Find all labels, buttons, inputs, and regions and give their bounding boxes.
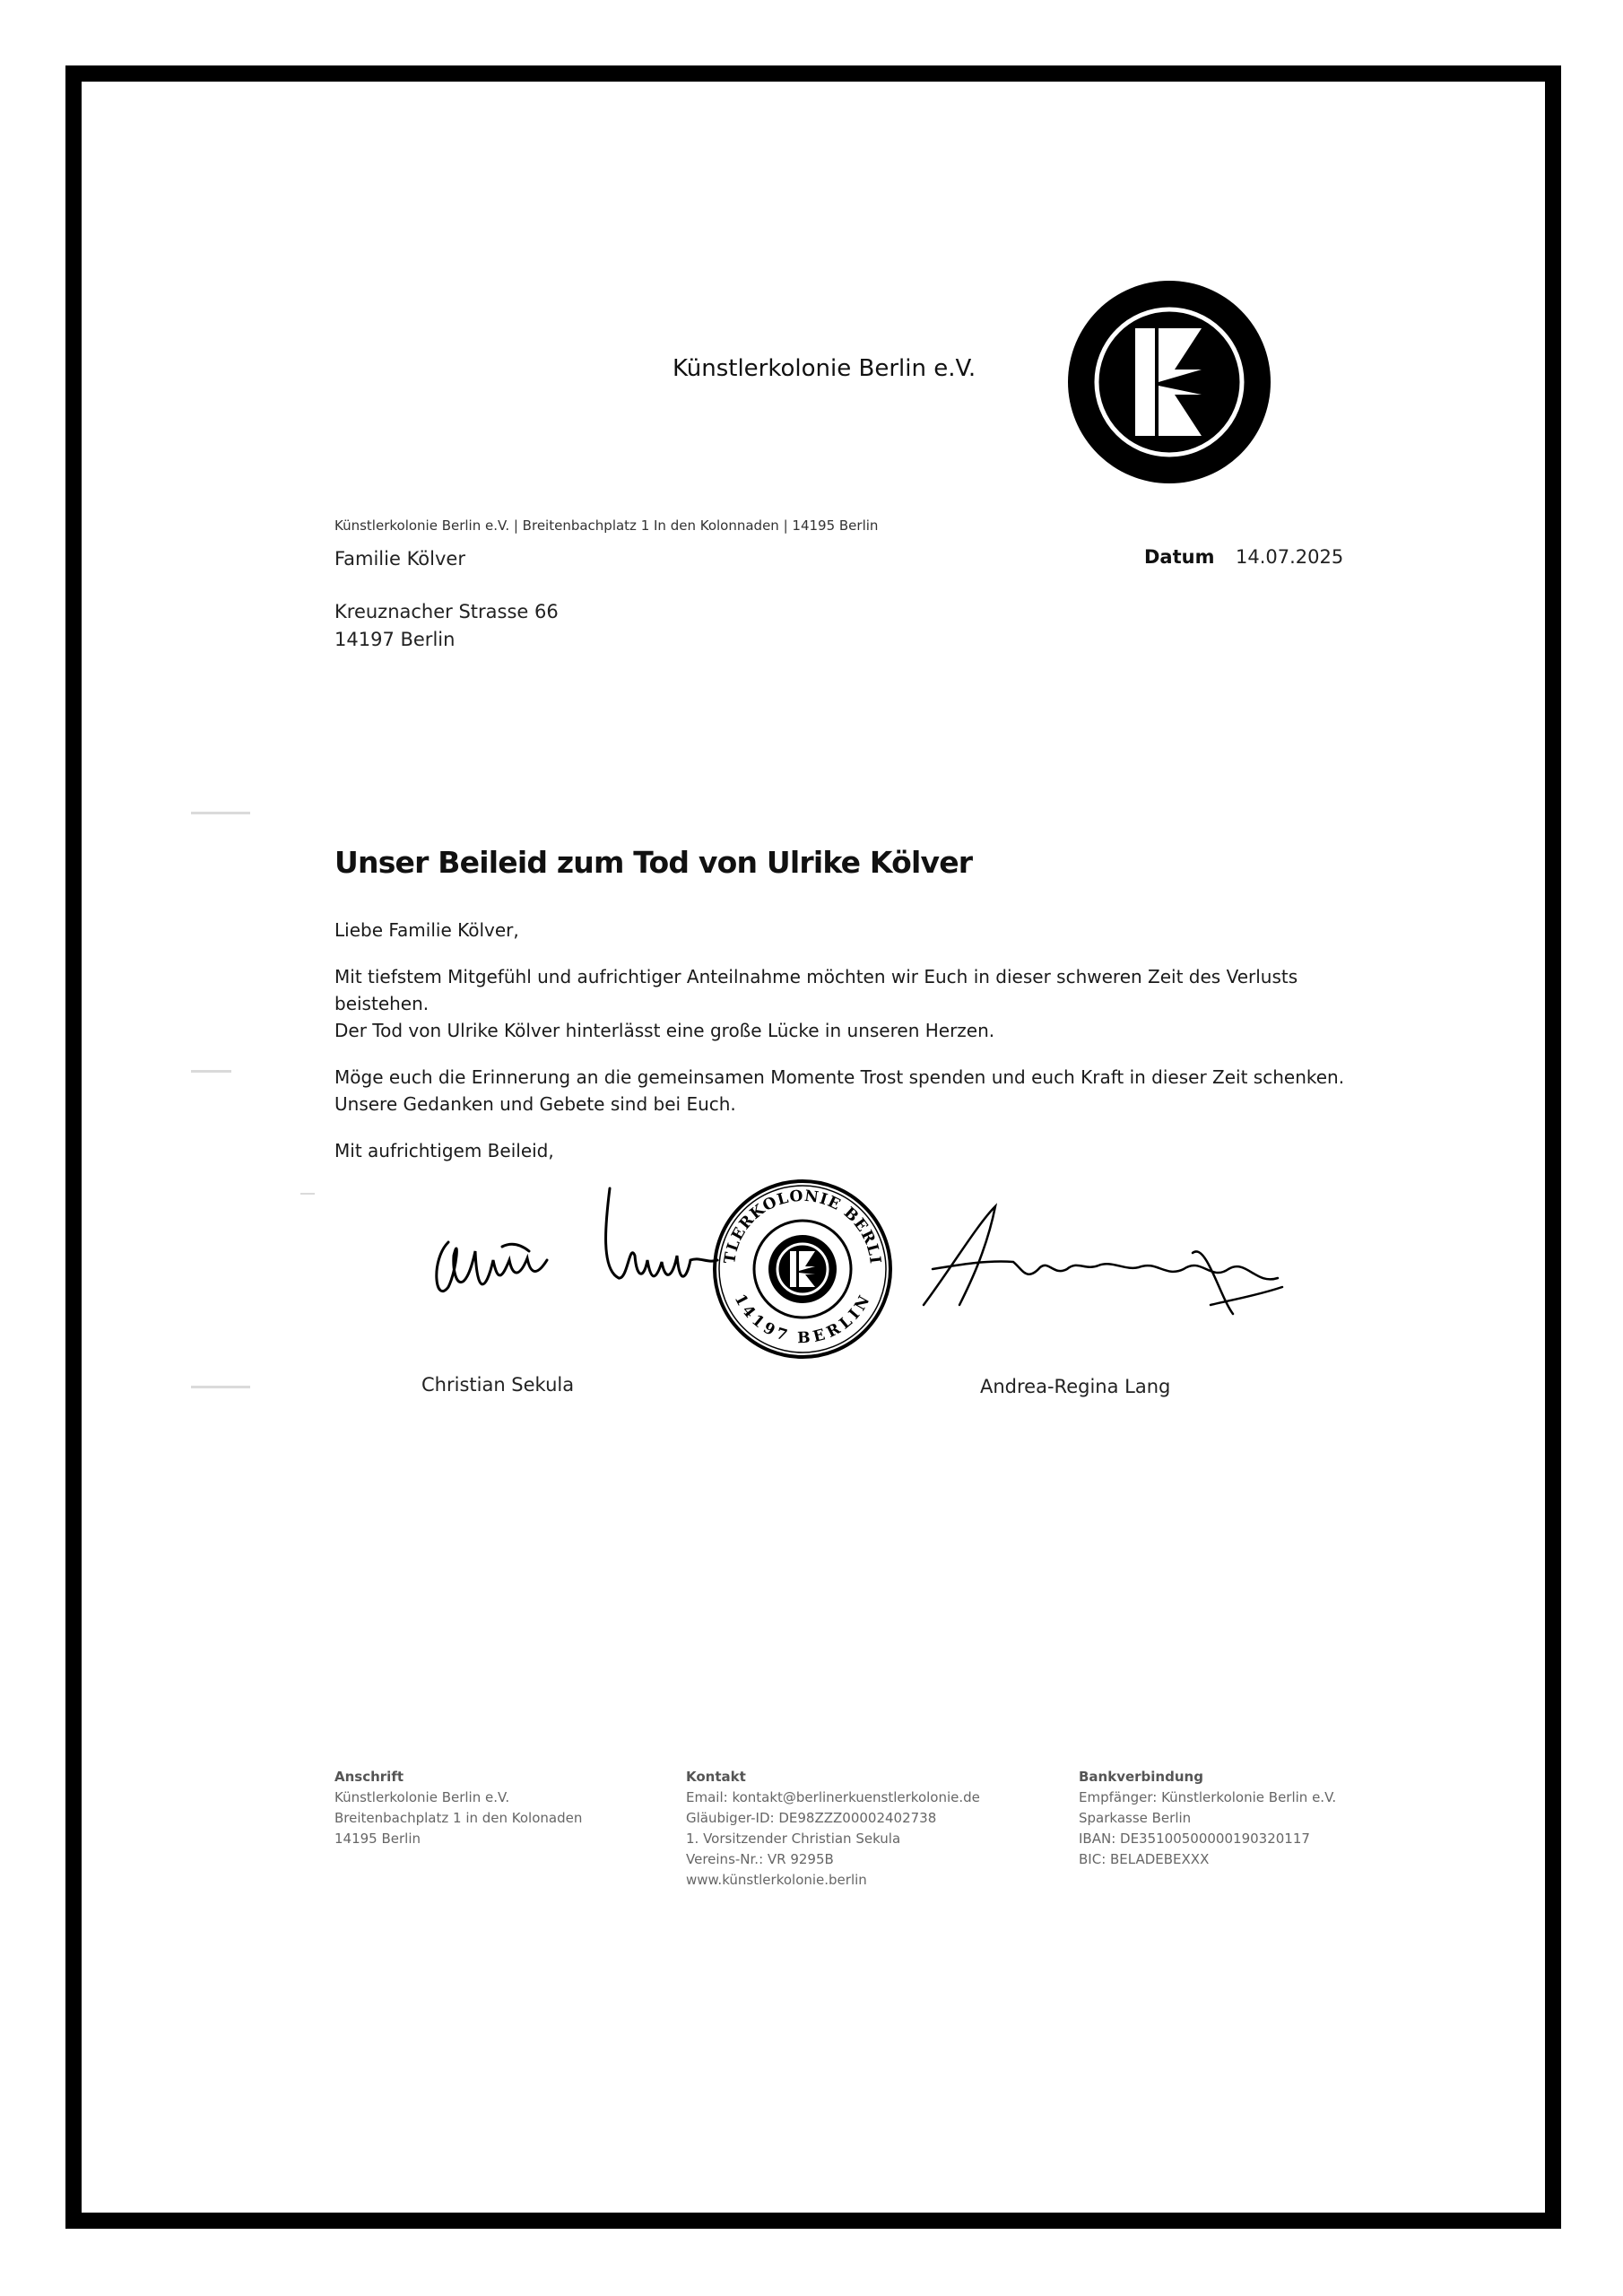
fold-mark-bottom bbox=[191, 1386, 250, 1388]
footer-contact-heading: Kontakt bbox=[686, 1769, 746, 1785]
recipient-street: Kreuznacher Strasse 66 bbox=[334, 601, 559, 622]
signature-3 bbox=[924, 1206, 1282, 1314]
footer-contact-line: Gläubiger-ID: DE98ZZZ00002402738 bbox=[686, 1810, 937, 1826]
body-paragraph-2: Möge euch die Erinnerung an die gemeinsamen Momente Trost spenden und euch Kraft in dieser Zeit schenken. Unsere Gedanken und Gebete sind bei Euch. bbox=[334, 1066, 1345, 1115]
signature-2 bbox=[606, 1188, 717, 1278]
center-mark bbox=[300, 1193, 315, 1195]
footer-address-line: Breitenbachplatz 1 in den Kolonaden bbox=[334, 1810, 583, 1826]
letter-body bbox=[334, 917, 1348, 1184]
date-value: 14.07.2025 bbox=[1236, 546, 1344, 568]
footer-contact-website[interactable]: www.künstlerkolonie.berlin bbox=[686, 1872, 867, 1888]
footer-address-heading: Anschrift bbox=[334, 1769, 404, 1785]
footer-address-line: 14195 Berlin bbox=[334, 1831, 421, 1847]
stamp-bottom-text: 14197 BERLIN bbox=[730, 1291, 875, 1348]
signer-name-right: Andrea-Regina Lang bbox=[980, 1376, 1171, 1397]
signature-1 bbox=[437, 1242, 547, 1292]
salutation: Liebe Familie Kölver, bbox=[334, 919, 519, 941]
recipient-address bbox=[334, 545, 559, 654]
closing: Mit aufrichtigem Beileid, bbox=[334, 1140, 554, 1161]
signer-name-left: Christian Sekula bbox=[421, 1374, 575, 1396]
body-paragraph-1: Mit tiefstem Mitgefühl und aufrichtiger Anteilnahme möchten wir Euch in dieser schweren Zeit des Verlusts beistehen. Der Tod von Ulrike Kölver hinterlässt eine große Lücke in unseren Herzen. bbox=[334, 966, 1298, 1041]
fold-mark-top bbox=[191, 812, 250, 814]
signature-area bbox=[421, 1170, 1300, 1359]
footer-bank-line: IBAN: DE35100500000190320117 bbox=[1079, 1831, 1310, 1847]
sender-return-address: Künstlerkolonie Berlin e.V. | Breitenbachplatz 1 In den Kolonnaden | 14195 Berlin bbox=[334, 517, 879, 534]
kuenstlerkolonie-logo-icon bbox=[1065, 278, 1273, 486]
footer-address bbox=[334, 1767, 582, 1849]
stamp-top-text: TLERKOLONIE BERLI bbox=[721, 1187, 884, 1265]
signatures-and-stamp bbox=[421, 1170, 1300, 1359]
footer-bank-line: BIC: BELADEBEXXX bbox=[1079, 1851, 1210, 1867]
organization-name: Künstlerkolonie Berlin e.V. bbox=[673, 355, 976, 382]
footer-contact-email[interactable]: Email: kontakt@berlinerkuenstlerkolonie.de bbox=[686, 1789, 980, 1805]
date-label: Datum bbox=[1144, 546, 1215, 568]
footer-bank-heading: Bankverbindung bbox=[1079, 1769, 1203, 1785]
footer-address-line: Künstlerkolonie Berlin e.V. bbox=[334, 1789, 510, 1805]
footer-contact bbox=[686, 1767, 980, 1891]
association-stamp bbox=[715, 1181, 890, 1357]
punch-mark bbox=[191, 1070, 231, 1073]
letter-subject: Unser Beileid zum Tod von Ulrike Kölver bbox=[334, 845, 973, 880]
footer-contact-line: 1. Vorsitzender Christian Sekula bbox=[686, 1831, 901, 1847]
footer-bank-line: Sparkasse Berlin bbox=[1079, 1810, 1192, 1826]
footer-contact-line: Vereins-Nr.: VR 9295B bbox=[686, 1851, 834, 1867]
footer-bank bbox=[1079, 1767, 1336, 1870]
footer-bank-line: Empfänger: Künstlerkolonie Berlin e.V. bbox=[1079, 1789, 1337, 1805]
recipient-city: 14197 Berlin bbox=[334, 629, 456, 650]
recipient-name: Familie Kölver bbox=[334, 548, 465, 570]
